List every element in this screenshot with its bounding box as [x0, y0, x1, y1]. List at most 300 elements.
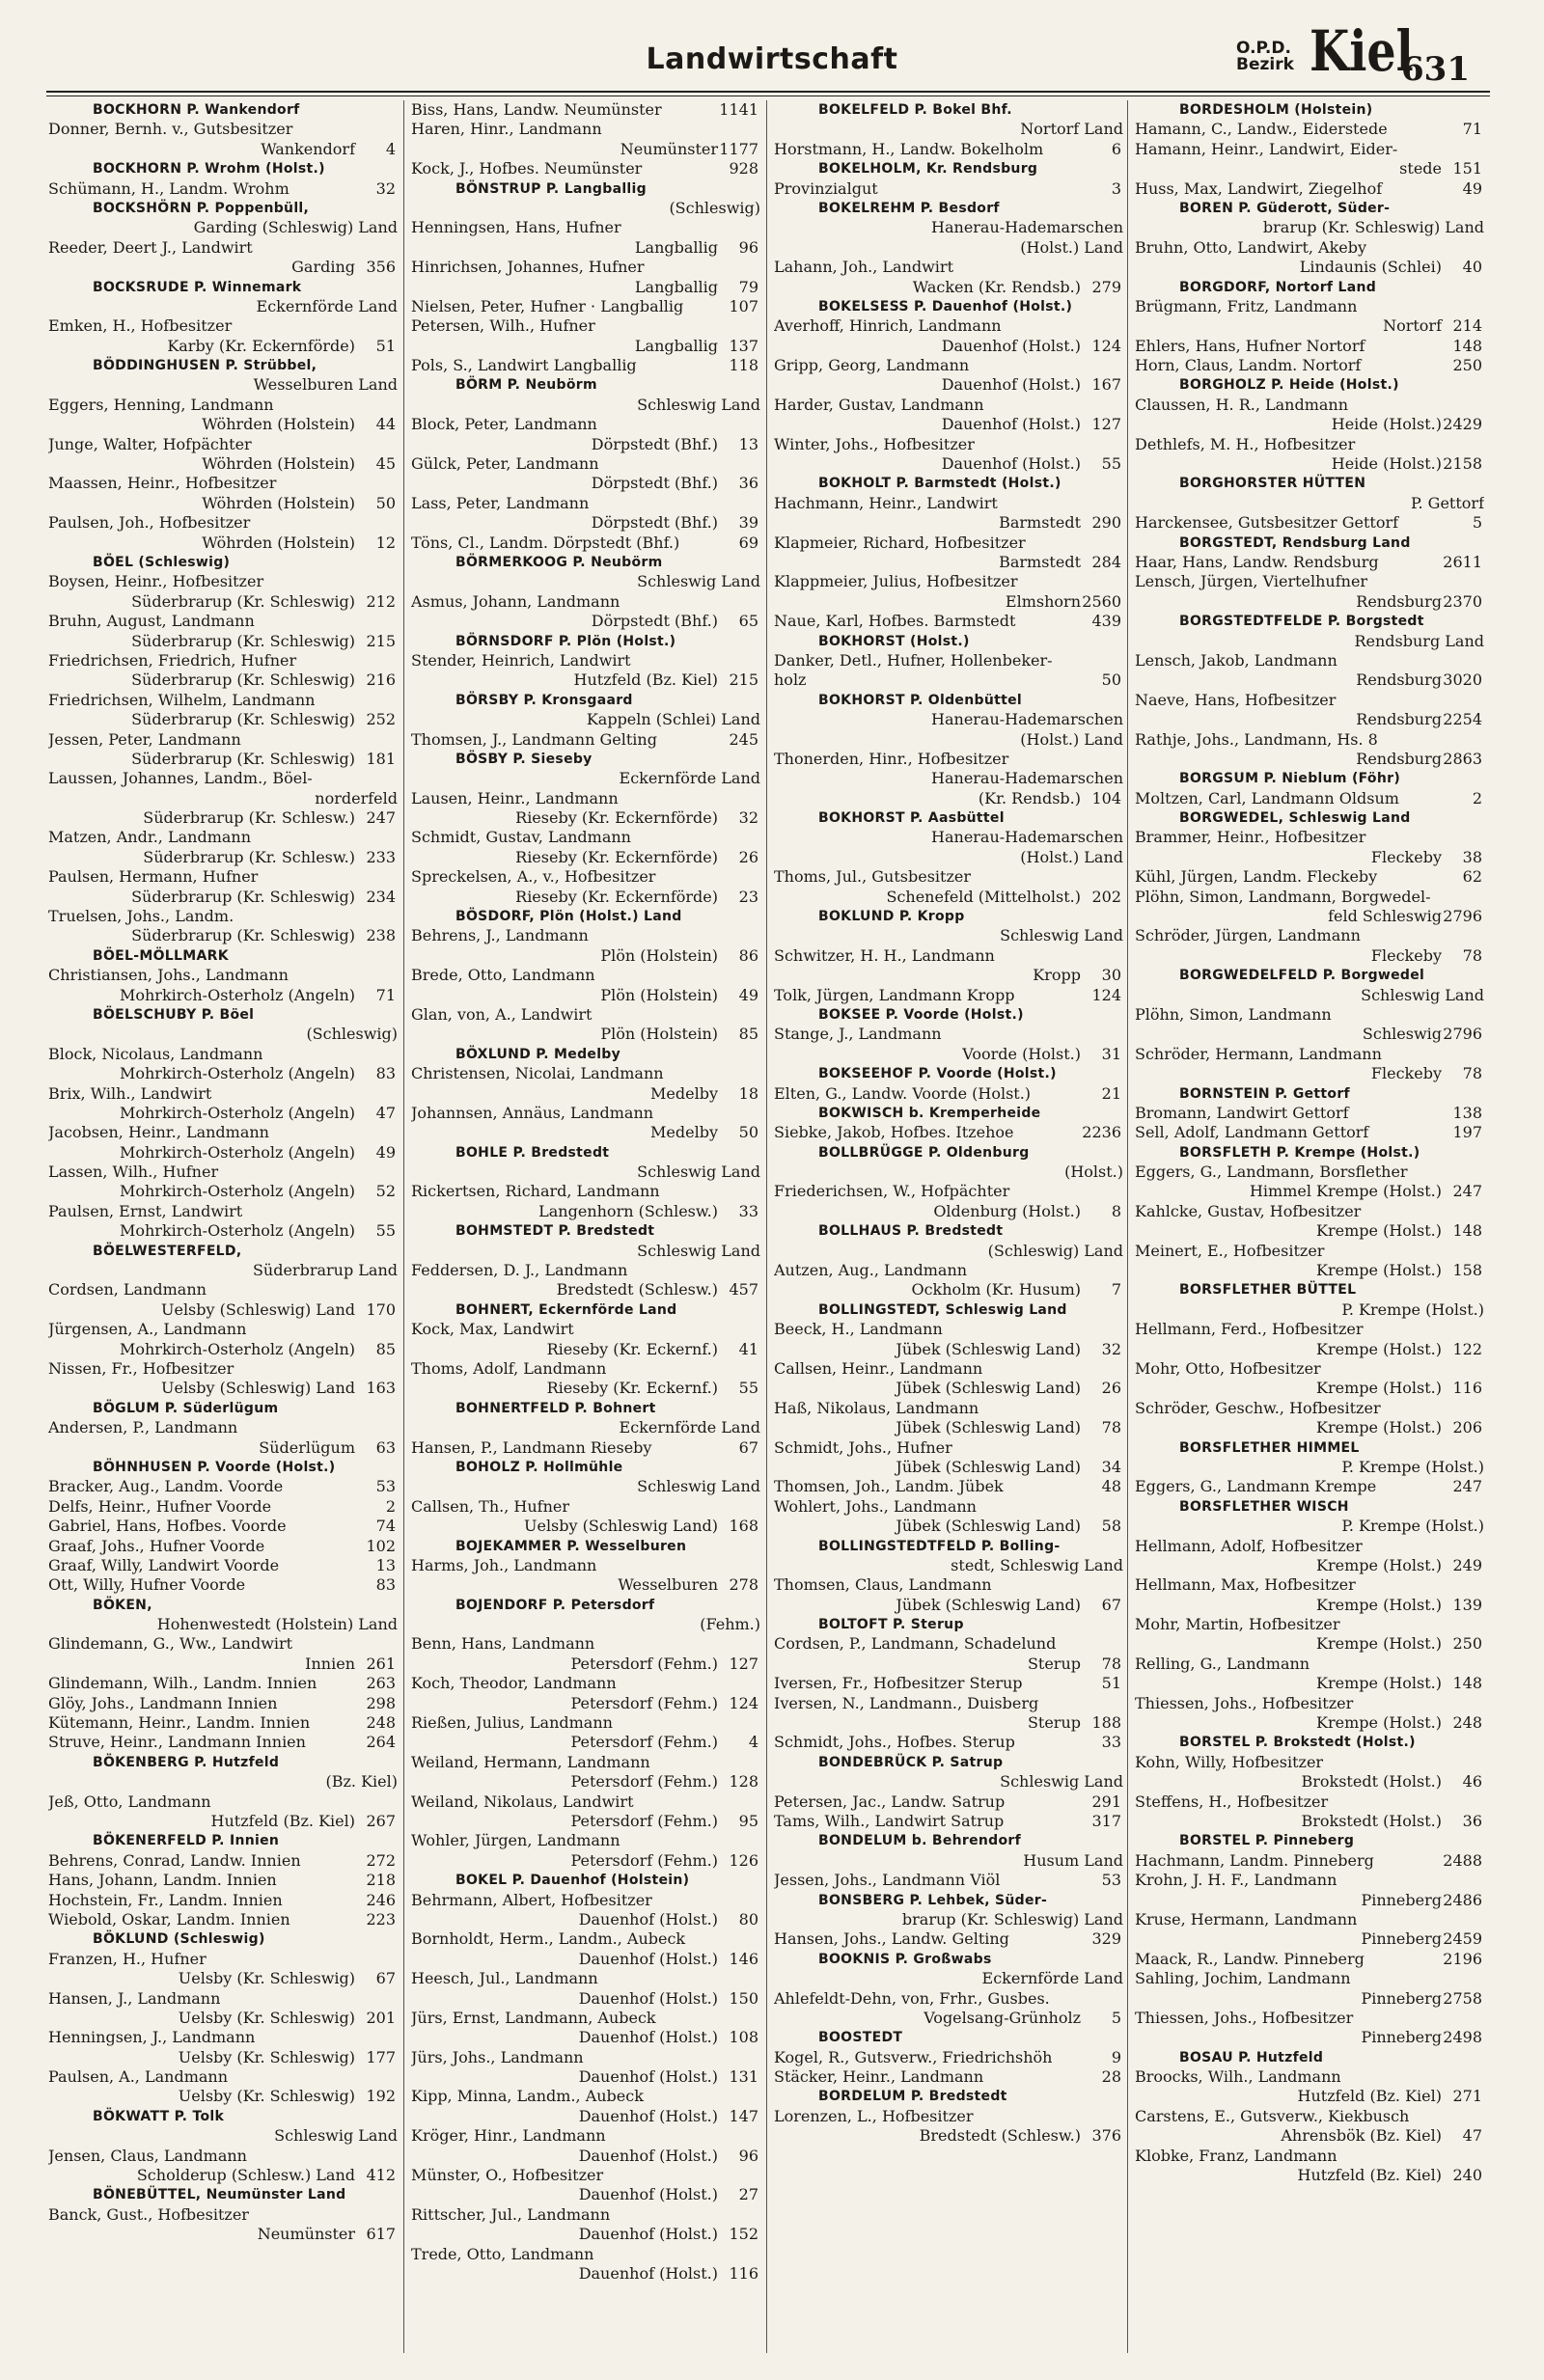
entry-text: Mohrkirch-Osterholz (Angeln)	[119, 1339, 355, 1358]
entry-text: Block, Nicolaus, Landmann	[48, 1044, 263, 1063]
entry-text: Graaf, Willy, Landwirt Voorde	[48, 1555, 280, 1574]
entry-line	[1135, 2028, 1484, 2047]
phone-number: 53	[1101, 1871, 1121, 1890]
entry-line	[774, 278, 1123, 297]
entry-text: Kohn, Willy, Hofbesitzer	[1135, 1752, 1324, 1771]
entry-text: Jensen, Claus, Landmann	[48, 2146, 247, 2165]
phone-number: 52	[375, 1182, 396, 1201]
phone-number: 148	[1452, 336, 1482, 355]
entry-line	[48, 986, 398, 1005]
entry-line	[1135, 1123, 1484, 1142]
entry-text: Relling, G., Landmann	[1135, 1654, 1310, 1673]
entry-line	[411, 1792, 760, 1812]
page-header	[0, 0, 1544, 96]
phone-number: 36	[1462, 1811, 1482, 1830]
place-heading	[411, 632, 760, 651]
entry-line	[1135, 1320, 1484, 1339]
place-heading	[1135, 1280, 1484, 1299]
entry-line	[411, 1379, 760, 1398]
entry-line	[774, 1989, 1123, 2009]
place-name: BOHLE P. Bredstedt	[455, 1144, 610, 1161]
phone-number: 2370	[1443, 591, 1482, 611]
entry-line	[411, 454, 760, 474]
entry-line	[411, 1615, 760, 1634]
entry-line	[411, 1694, 760, 1713]
entry-text: Hanerau-Hademarschen	[931, 828, 1123, 847]
phone-number: 2560	[1082, 591, 1121, 611]
phone-number: 33	[1101, 1733, 1121, 1752]
place-heading	[411, 1399, 760, 1418]
entry-line	[1135, 494, 1484, 513]
place-name: BOHOLZ P. Hollmühle	[455, 1459, 623, 1475]
entry-text: Petersen, Wilh., Hufner	[411, 316, 595, 336]
entry-line	[774, 848, 1123, 867]
entry-text: Schröder, Hermann, Landmann	[1135, 1044, 1382, 1063]
phone-number: 21	[1101, 1083, 1121, 1103]
entry-text: Tams, Wilh., Landwirt Satrup	[774, 1811, 1005, 1830]
entry-line	[1135, 1104, 1484, 1123]
entry-text: Brügmann, Fritz, Landmann	[1135, 296, 1358, 315]
entry-line	[48, 1891, 398, 1910]
phone-number: 272	[366, 1850, 396, 1870]
entry-text: Dauenhof (Holst.)	[941, 336, 1081, 355]
place-heading	[48, 356, 398, 375]
entry-text: Jübek (Schleswig Land)	[896, 1418, 1081, 1437]
phone-number: 439	[1091, 612, 1121, 631]
entry-text: Neumünster	[257, 2225, 355, 2244]
entry-line	[411, 2185, 760, 2204]
entry-line	[774, 2067, 1123, 2087]
entry-text: Averhoff, Hinrich, Landmann	[774, 316, 1002, 336]
entry-text: Rathje, Johs., Landmann, Hs. 8	[1135, 729, 1378, 749]
entry-line	[48, 966, 398, 985]
entry-line	[411, 140, 760, 159]
entry-text: Schleswig Land	[637, 395, 760, 414]
entry-line	[1135, 1655, 1484, 1674]
entry-line	[411, 1969, 760, 1988]
entry-text: Truelsen, Johs., Landm.	[48, 907, 234, 926]
entry-text: Wöhrden (Holstein)	[202, 493, 355, 512]
entry-line	[774, 140, 1123, 159]
entry-text: Kütemann, Heinr., Landm. Innien	[48, 1713, 311, 1733]
entry-text: Hellmann, Adolf, Hofbesitzer	[1135, 1536, 1363, 1555]
entry-line	[48, 337, 398, 356]
entry-text: Sell, Adolf, Landmann Gettorf	[1135, 1123, 1369, 1142]
entry-text: Elten, G., Landw. Voorde (Holst.)	[774, 1083, 1032, 1103]
entry-text: Bredstedt (Schlesw.)	[919, 2126, 1081, 2146]
entry-line	[774, 356, 1123, 375]
entry-text: Schümann, H., Landm. Wrohm	[48, 178, 290, 198]
entry-text: Hanerau-Hademarschen	[931, 218, 1123, 237]
entry-line	[774, 1655, 1123, 1674]
entry-line	[774, 337, 1123, 356]
entry-text: Süderbrarup (Kr. Schleswig)	[131, 710, 355, 729]
entry-line	[1135, 2067, 1484, 2087]
entry-text: Dauenhof (Holst.)	[578, 2106, 718, 2125]
entry-text: Süderbrarup (Kr. Schlesw.)	[143, 847, 355, 866]
phone-number: 245	[729, 729, 758, 749]
entry-text: Autzen, Aug., Landmann	[774, 1261, 968, 1280]
phone-number: 3020	[1443, 670, 1482, 690]
entry-line	[48, 1517, 398, 1536]
phone-number: 215	[729, 670, 758, 690]
phone-number: 86	[738, 945, 758, 965]
entry-text: Süderbrarup (Kr. Schleswig)	[131, 749, 355, 768]
entry-line	[48, 1969, 398, 1988]
phone-number: 248	[366, 1713, 396, 1733]
entry-text: Hansen, Johs., Landw. Gelting	[774, 1929, 1009, 1949]
phone-number: 212	[366, 591, 396, 611]
place-name: BÖXLUND P. Medelby	[455, 1046, 621, 1062]
entry-text: Stäcker, Heinr., Landmann	[774, 2067, 984, 2087]
phone-number: 74	[375, 1517, 396, 1536]
entry-text: Reeder, Deert J., Landwirt	[48, 237, 253, 257]
entry-text: Fleckeby	[1370, 847, 1442, 866]
entry-text: Rieseby (Kr. Eckernf.)	[546, 1339, 718, 1358]
phone-number: 250	[1452, 356, 1482, 375]
entry-line	[411, 533, 760, 553]
entry-line	[774, 2126, 1123, 2146]
entry-text: Eckernförde Land	[619, 769, 760, 788]
entry-text: Voorde (Holst.)	[962, 1044, 1081, 1063]
entry-text: Hachmann, Heinr., Landwirt	[774, 493, 998, 512]
entry-line	[48, 710, 398, 729]
entry-text: Petersdorf (Fehm.)	[570, 1772, 718, 1792]
entry-text: Franzen, H., Hufner	[48, 1949, 207, 1968]
entry-text: Eckernförde Land	[619, 1418, 760, 1437]
column-divider	[1127, 100, 1128, 2353]
entry-line	[411, 1655, 760, 1674]
entry-text: stede	[1399, 159, 1442, 178]
place-name: BOHMSTEDT P. Bredstedt	[455, 1223, 655, 1240]
entry-line	[411, 769, 760, 788]
place-name: BOJEKAMMER P. Wesselburen	[455, 1538, 687, 1554]
phone-number: 250	[1452, 1634, 1482, 1654]
entry-text: Dauenhof (Holst.)	[578, 2028, 718, 2047]
phone-number: 356	[366, 258, 396, 277]
entry-line	[411, 1812, 760, 1831]
entry-line	[1135, 1242, 1484, 1261]
phone-number: 7	[1111, 1280, 1121, 1299]
place-name: BOKWISCH b. Kremperheide	[818, 1105, 1041, 1121]
entry-text: Christiansen, Johs., Landmann	[48, 966, 289, 985]
place-heading	[411, 1537, 760, 1556]
entry-text: Wohler, Jürgen, Landmann	[411, 1831, 620, 1850]
entry-text: Thomsen, Claus, Landmann	[774, 1575, 992, 1595]
entry-text: Ockholm (Kr. Husum)	[911, 1280, 1081, 1299]
place-heading	[48, 1929, 398, 1949]
entry-text: Kappeln (Schlei) Land	[586, 710, 760, 729]
entry-text: Benn, Hans, Landmann	[411, 1634, 595, 1654]
entry-text: Wiebold, Oskar, Landm. Innien	[48, 1909, 290, 1929]
entry-line	[48, 2225, 398, 2244]
phone-number: 271	[1452, 2087, 1482, 2106]
entry-line	[48, 907, 398, 926]
phone-number: 197	[1452, 1123, 1482, 1142]
entry-line	[411, 1575, 760, 1595]
entry-line	[774, 2009, 1123, 2028]
phone-number: 46	[1462, 1772, 1482, 1792]
entry-text: Feddersen, D. J., Landmann	[411, 1261, 628, 1280]
entry-line	[411, 986, 760, 1005]
place-heading	[48, 278, 398, 297]
phone-number: 95	[738, 1811, 758, 1830]
entry-line	[48, 2067, 398, 2087]
entry-text: Kipp, Minna, Landm., Aubeck	[411, 2087, 644, 2106]
place-name: BORSFLETH P. Krempe (Holst.)	[1179, 1144, 1420, 1161]
entry-text: Wöhrden (Holstein)	[202, 533, 355, 552]
phone-number: 8	[1111, 1201, 1121, 1220]
place-name: BOKELFELD P. Bokel Bhf.	[818, 102, 1012, 118]
entry-text: Neumünster	[620, 139, 718, 158]
entry-text: Schleswig Land	[637, 1163, 760, 1182]
entry-line	[1135, 120, 1484, 139]
entry-line	[48, 1438, 398, 1458]
phone-number: 2	[385, 1496, 396, 1516]
entry-text: Petersen, Jac., Landw. Satrup	[774, 1792, 1006, 1811]
entry-line	[411, 670, 760, 690]
place-name: BORGHOLZ P. Heide (Holst.)	[1179, 377, 1399, 394]
entry-line	[48, 375, 398, 395]
entry-line	[411, 572, 760, 591]
phone-number: 167	[1091, 375, 1121, 395]
phone-number: 79	[738, 277, 758, 296]
entry-text: Petersdorf (Fehm.)	[570, 1733, 718, 1752]
entry-text: Dauenhof (Holst.)	[578, 2225, 718, 2244]
entry-line	[48, 1477, 398, 1496]
entry-text: Mohrkirch-Osterholz (Angeln)	[119, 985, 355, 1004]
entry-line	[48, 1123, 398, 1142]
entry-line	[774, 1438, 1123, 1458]
entry-line	[48, 1615, 398, 1634]
entry-text: (Holst.) Land	[1020, 237, 1123, 257]
entry-text: Schwitzer, H. H., Landmann	[774, 945, 995, 965]
entry-text: Langenhorn (Schlesw.)	[538, 1201, 718, 1220]
entry-line	[411, 1280, 760, 1299]
entry-text: Schmidt, Johs., Hofbes. Sterup	[774, 1733, 1015, 1752]
entry-text: Langballig	[634, 277, 718, 296]
entry-text: Uelsby (Kr. Schleswig)	[178, 2008, 355, 2027]
place-name: BOOSTEDT	[818, 2030, 903, 2046]
entry-text: (Schleswig) Land	[987, 1241, 1123, 1260]
phone-number: 53	[375, 1477, 396, 1496]
entry-text: Schleswig	[1362, 1025, 1442, 1044]
entry-text: Junge, Walter, Hofpächter	[48, 434, 252, 453]
phone-number: 2196	[1443, 1949, 1482, 1968]
place-name: BORGWEDELFELD P. Borgwedel	[1179, 968, 1425, 984]
entry-line	[1135, 1950, 1484, 1969]
phone-number: 252	[366, 710, 396, 729]
place-heading	[48, 2107, 398, 2126]
phone-number: 137	[729, 336, 758, 355]
entry-line	[411, 100, 760, 120]
entry-text: Donner, Bernh. v., Gutsbesitzer	[48, 120, 293, 139]
entry-text: Horstmann, H., Landw. Bokelholm	[774, 139, 1044, 158]
entry-text: Garding	[291, 258, 355, 277]
entry-line	[1135, 1694, 1484, 1713]
entry-text: Wesselburen	[618, 1575, 718, 1595]
entry-line	[1135, 651, 1484, 670]
entry-text: Münster, O., Hofbesitzer	[411, 2166, 604, 2185]
place-heading	[774, 691, 1123, 710]
bezirk-label: Bezirk	[1236, 55, 1294, 74]
entry-line	[1135, 454, 1484, 474]
entry-text: Thomsen, J., Landmann Gelting	[411, 729, 657, 749]
entry-text: Plön (Holstein)	[600, 1025, 718, 1044]
entry-text: Krempe (Holst.)	[1316, 1418, 1442, 1437]
place-heading	[774, 1143, 1123, 1163]
entry-line	[48, 1792, 398, 1812]
entry-line	[48, 1537, 398, 1556]
entry-line	[774, 1634, 1123, 1654]
place-heading	[774, 907, 1123, 926]
entry-line	[1135, 415, 1484, 434]
entry-text: Süderbrarup (Kr. Schleswig)	[131, 631, 355, 650]
entry-text: Barmstedt	[999, 552, 1081, 571]
entry-text: Krempe (Holst.)	[1316, 1555, 1442, 1574]
entry-line	[774, 612, 1123, 631]
entry-text: Rendsburg	[1356, 710, 1442, 729]
place-heading	[774, 2028, 1123, 2047]
place-name: BÖKWATT P. Tolk	[93, 2108, 225, 2124]
phone-number: 124	[729, 1693, 758, 1712]
place-name: BORGWEDEL, Schleswig Land	[1179, 810, 1411, 827]
place-name: BÖEL-MÖLLMARK	[93, 947, 229, 964]
entry-line	[774, 494, 1123, 513]
entry-line	[48, 1261, 398, 1280]
phone-number: 2429	[1443, 415, 1482, 434]
place-name: BÖRMERKOOG P. Neubörm	[455, 554, 663, 570]
entry-text: Pinneberg	[1361, 1890, 1442, 1909]
entry-line	[1135, 1989, 1484, 2009]
entry-text: Schleswig Land	[1361, 985, 1484, 1004]
entry-line	[1135, 179, 1484, 199]
entry-line	[48, 612, 398, 631]
entry-text: Gülck, Peter, Landmann	[411, 454, 599, 474]
phone-number: 127	[729, 1654, 758, 1673]
place-heading	[1135, 1438, 1484, 1458]
entry-line	[411, 278, 760, 297]
place-heading	[774, 1064, 1123, 1083]
entry-text: Kahlcke, Gustav, Hofbesitzer	[1135, 1201, 1362, 1220]
entry-text: P. Krempe (Holst.)	[1341, 1457, 1484, 1476]
entry-line	[411, 1517, 760, 1536]
entry-line	[48, 1084, 398, 1104]
entry-line	[48, 533, 398, 553]
entry-line	[411, 218, 760, 237]
entry-line	[48, 867, 398, 887]
phone-number: 151	[1452, 159, 1482, 178]
entry-line	[774, 2107, 1123, 2126]
place-heading	[48, 1596, 398, 1615]
phone-number: 44	[375, 415, 396, 434]
entry-line	[774, 1733, 1123, 1752]
entry-text: Lassen, Wilh., Hufner	[48, 1163, 219, 1182]
entry-text: Jürs, Ernst, Landmann, Aubeck	[411, 2008, 656, 2027]
entry-text: Scholderup (Schlesw.) Land	[136, 2166, 355, 2185]
entry-text: P. Krempe (Holst.)	[1341, 1299, 1484, 1319]
entry-text: Maassen, Heinr., Hofbesitzer	[48, 474, 277, 493]
phone-number: 290	[1091, 513, 1121, 533]
entry-line	[1135, 1202, 1484, 1221]
entry-text: Hochstein, Fr., Landm. Innien	[48, 1890, 283, 1909]
entry-text: Kock, Max, Landwirt	[411, 1320, 574, 1339]
entry-line	[411, 1104, 760, 1123]
place-name: BORSTEL P. Pinneberg	[1179, 1833, 1355, 1849]
place-heading	[774, 1950, 1123, 1969]
entry-line	[1135, 1418, 1484, 1437]
entry-text: Uelsby (Kr. Schleswig)	[178, 1969, 355, 1988]
phone-number: 2236	[1082, 1123, 1121, 1142]
place-heading	[1135, 375, 1484, 395]
phone-number: 49	[1462, 178, 1482, 198]
phone-number: 32	[1101, 1339, 1121, 1358]
entry-line	[1135, 140, 1484, 159]
entry-line	[1135, 337, 1484, 356]
phone-number: 5	[1472, 513, 1482, 533]
entry-line	[411, 494, 760, 513]
entry-line	[1135, 828, 1484, 847]
entry-line	[774, 651, 1123, 670]
phone-number: 246	[366, 1890, 396, 1909]
entry-line	[774, 1123, 1123, 1142]
entry-line	[1135, 2087, 1484, 2106]
entry-text: Thonerden, Hinr., Hofbesitzer	[774, 749, 1009, 768]
phone-number: 49	[375, 1142, 396, 1162]
entry-line	[48, 2166, 398, 2185]
entry-text: norderfeld	[315, 788, 398, 807]
entry-line	[411, 1753, 760, 1772]
entry-text: Lahann, Joh., Landwirt	[774, 258, 953, 277]
place-heading	[774, 199, 1123, 218]
place-name: BOSAU P. Hutzfeld	[1179, 2049, 1324, 2065]
entry-line	[411, 1556, 760, 1575]
entry-text: Dörpstedt (Bhf.)	[591, 474, 718, 493]
entry-text: Fleckeby	[1370, 1064, 1442, 1083]
place-name: BORGSUM P. Nieblum (Föhr)	[1179, 771, 1401, 787]
entry-line	[1135, 1261, 1484, 1280]
entry-line	[48, 828, 398, 847]
entry-text: Langballig	[634, 237, 718, 257]
entry-line	[1135, 553, 1484, 572]
entry-text: Krempe (Holst.)	[1316, 1674, 1442, 1693]
place-name: BORSFLETHER WISCH	[1179, 1498, 1349, 1515]
entry-text: Hamann, C., Landw., Eiderstede	[1135, 120, 1388, 139]
phone-number: 214	[1452, 316, 1482, 336]
entry-line	[411, 2087, 760, 2106]
entry-text: Dauenhof (Holst.)	[578, 2185, 718, 2204]
entry-text: Uelsby (Schleswig) Land	[160, 1299, 355, 1319]
phone-number: 2758	[1443, 1988, 1482, 2008]
entry-line	[48, 1221, 398, 1241]
column-divider	[766, 100, 767, 2353]
phone-number: 83	[375, 1575, 396, 1595]
place-heading	[1135, 278, 1484, 297]
entry-line	[48, 513, 398, 533]
entry-text: Behrmann, Albert, Hofbesitzer	[411, 1890, 652, 1909]
entry-line	[411, 651, 760, 670]
entry-line	[774, 1320, 1123, 1339]
phone-number: 47	[375, 1103, 396, 1122]
phone-number: 238	[366, 926, 396, 945]
entry-line	[1135, 1477, 1484, 1496]
phone-number: 126	[729, 1850, 758, 1870]
entry-text: Süderbrarup Land	[252, 1261, 398, 1280]
entry-text: Uelsby (Schleswig) Land	[160, 1379, 355, 1398]
entry-line	[48, 1163, 398, 1182]
phone-number: 34	[1101, 1457, 1121, 1476]
entry-text: Graaf, Johs., Hufner Voorde	[48, 1536, 265, 1555]
